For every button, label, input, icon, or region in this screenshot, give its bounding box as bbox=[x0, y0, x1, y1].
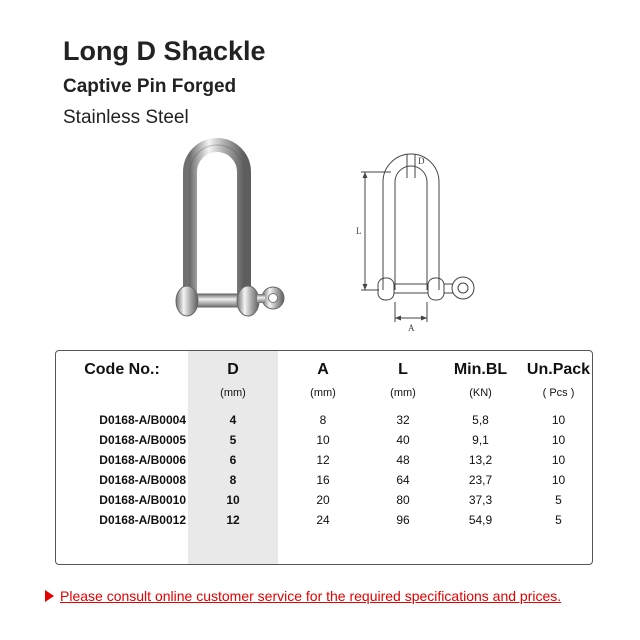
table-cell-l: 48 bbox=[396, 453, 410, 467]
table-cell-l: 64 bbox=[396, 473, 410, 487]
table-row-code: D0168-A/B0006 bbox=[99, 453, 186, 467]
header-un-pack: Un.Pack bbox=[526, 361, 591, 378]
header-l: L bbox=[398, 361, 408, 378]
product-material: Stainless Steel bbox=[63, 107, 189, 128]
notice-text[interactable]: Please consult online customer service for the required specifications and prices. bbox=[60, 588, 562, 604]
column-un-pack bbox=[523, 351, 593, 564]
label-l: L bbox=[356, 226, 362, 236]
table-cell-min-bl: 9,1 bbox=[472, 433, 489, 447]
table-cell-un-pack: 5 bbox=[555, 493, 562, 507]
header-a: A bbox=[317, 361, 329, 378]
table-cell-min-bl: 37,3 bbox=[468, 493, 493, 507]
table-cell-d: 12 bbox=[226, 513, 240, 527]
table-cell-un-pack: 10 bbox=[551, 413, 566, 427]
table-cell-min-bl: 54,9 bbox=[468, 513, 493, 527]
unit-l: (mm) bbox=[390, 387, 416, 399]
column-code bbox=[56, 351, 188, 564]
table-cell-d: 10 bbox=[226, 493, 240, 507]
label-a: A bbox=[408, 323, 415, 333]
header-min-bl: Min.BL bbox=[453, 361, 508, 378]
table-cell-un-pack: 5 bbox=[555, 513, 562, 527]
table-cell-un-pack: 10 bbox=[551, 433, 566, 447]
table-row-code: D0168-A/B0008 bbox=[99, 473, 186, 487]
table-cell-un-pack: 10 bbox=[551, 453, 566, 467]
table-cell-a: 12 bbox=[316, 453, 330, 467]
column-d bbox=[188, 351, 278, 564]
header-d: D bbox=[227, 361, 239, 378]
table-row-code: D0168-A/B0010 bbox=[99, 493, 186, 507]
column-min-bl bbox=[438, 351, 523, 564]
shackle-technical-drawing bbox=[345, 150, 505, 335]
table-cell-a: 20 bbox=[316, 493, 330, 507]
table-cell-l: 80 bbox=[396, 493, 410, 507]
arrow-right-icon bbox=[45, 590, 54, 602]
table-cell-a: 10 bbox=[316, 433, 330, 447]
table-cell-l: 40 bbox=[396, 433, 410, 447]
unit-a: (mm) bbox=[310, 387, 336, 399]
customer-service-notice[interactable] bbox=[45, 588, 561, 604]
unit-un-pack: ( Pcs ) bbox=[542, 387, 575, 399]
table-cell-d: 6 bbox=[229, 453, 237, 467]
unit-d: (mm) bbox=[220, 387, 246, 399]
product-subtitle: Captive Pin Forged bbox=[63, 76, 237, 97]
label-d: D bbox=[418, 156, 425, 166]
table-row-code: D0168-A/B0005 bbox=[99, 433, 186, 447]
table-cell-un-pack: 10 bbox=[551, 473, 566, 487]
table-cell-a: 8 bbox=[319, 413, 327, 427]
column-l bbox=[368, 351, 438, 564]
table-cell-d: 5 bbox=[229, 433, 237, 447]
table-cell-min-bl: 23,7 bbox=[468, 473, 493, 487]
table-cell-min-bl: 13,2 bbox=[468, 453, 493, 467]
table-cell-d: 4 bbox=[229, 413, 237, 427]
table-cell-l: 96 bbox=[396, 513, 410, 527]
table-cell-l: 32 bbox=[396, 413, 410, 427]
table-cell-d: 8 bbox=[229, 473, 237, 487]
column-a bbox=[278, 351, 368, 564]
table-cell-min-bl: 5,8 bbox=[472, 413, 489, 427]
shackle-photo bbox=[160, 132, 300, 342]
unit-min-bl: (KN) bbox=[469, 387, 492, 399]
table-row-code: D0168-A/B0012 bbox=[99, 513, 186, 527]
spec-table bbox=[55, 350, 593, 565]
product-title: Long D Shackle bbox=[63, 36, 266, 66]
table-cell-a: 24 bbox=[316, 513, 330, 527]
header-code: Code No.: bbox=[84, 361, 160, 378]
table-row-code: D0168-A/B0004 bbox=[99, 413, 186, 427]
table-cell-a: 16 bbox=[316, 473, 330, 487]
